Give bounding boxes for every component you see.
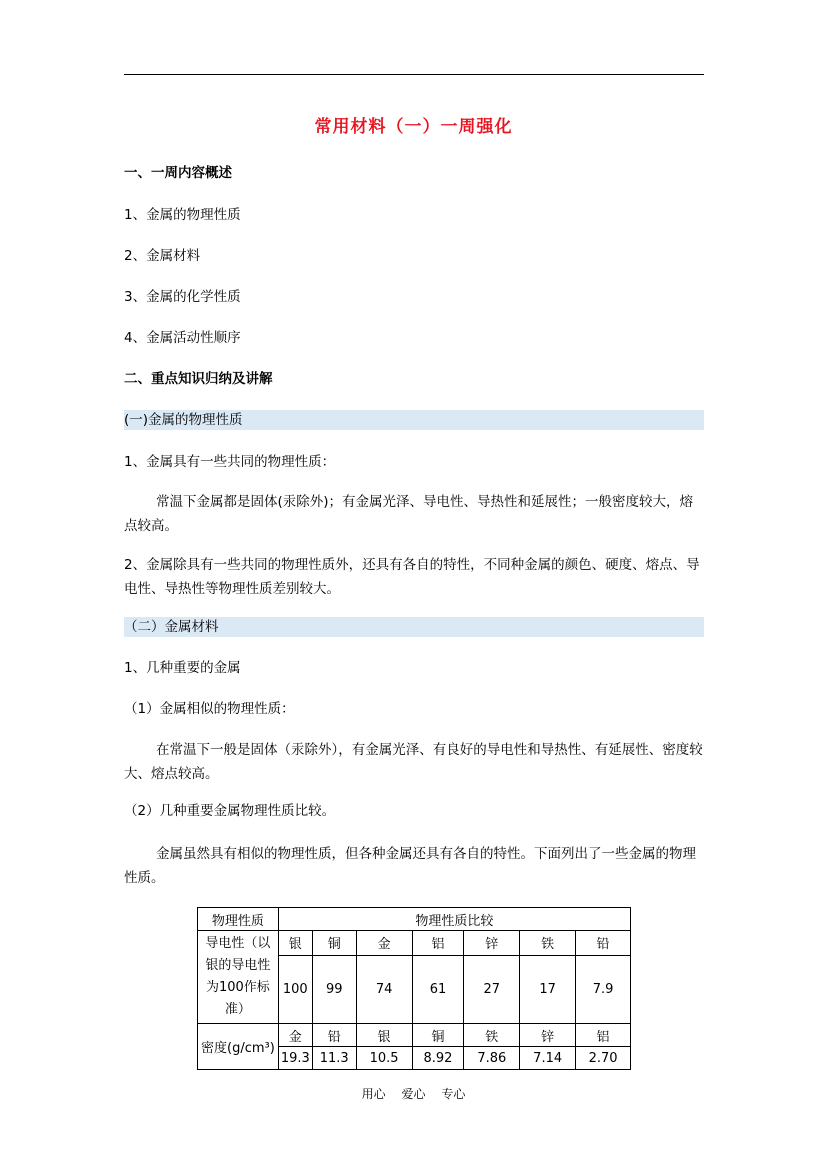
- table-cell: 8.92: [412, 1047, 464, 1070]
- table-cell: 7.14: [520, 1047, 576, 1070]
- table-cell: 61: [412, 955, 464, 1023]
- table-cell: 金: [278, 1024, 312, 1047]
- table-cell: 10.5: [356, 1047, 412, 1070]
- metal-properties-table: [197, 907, 631, 1070]
- table-cell: 铜: [412, 1024, 464, 1047]
- table-cell: 99: [312, 955, 356, 1023]
- paragraph: 在常温下一般是固体（汞除外），有金属光泽、有良好的导电性和导热性、有延展性、密度较大、熔点较高。: [124, 742, 703, 782]
- table-cell: 19.3: [278, 1047, 312, 1070]
- table-cell: 74: [356, 955, 412, 1023]
- footer-text: 爱心: [401, 1087, 426, 1101]
- table-cell: 铅: [576, 931, 631, 956]
- table-cell: 铁: [520, 931, 576, 956]
- subsection-band-materials: （二）金属材料: [124, 617, 704, 637]
- table-row: [198, 931, 631, 956]
- table-cell: 铝: [412, 931, 464, 956]
- paragraph: （1）金属相似的物理性质：: [124, 701, 295, 717]
- table-row: [198, 1024, 631, 1047]
- table-cell: 金: [356, 931, 412, 956]
- row-label-conductivity: 导电性（以银的导电性为100作标准）: [198, 931, 279, 1024]
- footer-text: 专心: [441, 1087, 466, 1101]
- overview-item: 2、金属材料: [124, 248, 201, 264]
- overview-item: 3、金属的化学性质: [124, 289, 241, 305]
- table-cell: 7.86: [464, 1047, 520, 1070]
- page-footer: [0, 1085, 827, 1102]
- paragraph: 常温下金属都是固体(汞除外)；有金属光泽、导电性、导热性和延展性；一般密度较大，熔点较高。: [124, 494, 694, 534]
- paragraph: 2、金属除具有一些共同的物理性质外，还具有各自的特性，不同种金属的颜色、硬度、熔点、导电性、导热性等物理性质差别较大。: [124, 557, 700, 597]
- table-cell: 银: [278, 931, 312, 956]
- table-cell: 铁: [464, 1024, 520, 1047]
- row-label-density: 密度(g/cm³): [198, 1024, 279, 1070]
- paragraph: （2）几种重要金属物理性质比较。: [124, 803, 336, 819]
- table-cell: 银: [356, 1024, 412, 1047]
- overview-item: 4、金属活动性顺序: [124, 330, 241, 346]
- table-cell: 27: [464, 955, 520, 1023]
- subsection-band-physical: (一)金属的物理性质: [124, 410, 704, 430]
- table-cell: 11.3: [312, 1047, 356, 1070]
- table-cell: 锌: [520, 1024, 576, 1047]
- table-cell: 铝: [576, 1024, 631, 1047]
- paragraph: 金属虽然具有相似的物理性质，但各种金属还具有各自的特性。下面列出了一些金属的物理性质。: [124, 846, 696, 886]
- table-cell: 7.9: [576, 955, 631, 1023]
- table-cell: 锌: [464, 931, 520, 956]
- table-cell: 2.70: [576, 1047, 631, 1070]
- section-heading-key-points: 二、重点知识归纳及讲解: [124, 371, 273, 387]
- header-rule: [124, 74, 704, 75]
- table-header-cell: 物理性质比较: [278, 908, 630, 931]
- table-cell: 100: [278, 955, 312, 1023]
- section-heading-overview: 一、一周内容概述: [124, 165, 232, 181]
- table-cell: 铜: [312, 931, 356, 956]
- paragraph: 1、金属具有一些共同的物理性质：: [124, 454, 336, 470]
- footer-text: 用心: [361, 1087, 386, 1101]
- table-cell: 17: [520, 955, 576, 1023]
- paragraph: 1、几种重要的金属: [124, 660, 241, 676]
- table-row: [198, 908, 631, 931]
- table-cell: 铅: [312, 1024, 356, 1047]
- table-header-cell: 物理性质: [198, 908, 279, 931]
- overview-item: 1、金属的物理性质: [124, 207, 241, 223]
- page-title: 常用材料（一）一周强化: [314, 117, 513, 137]
